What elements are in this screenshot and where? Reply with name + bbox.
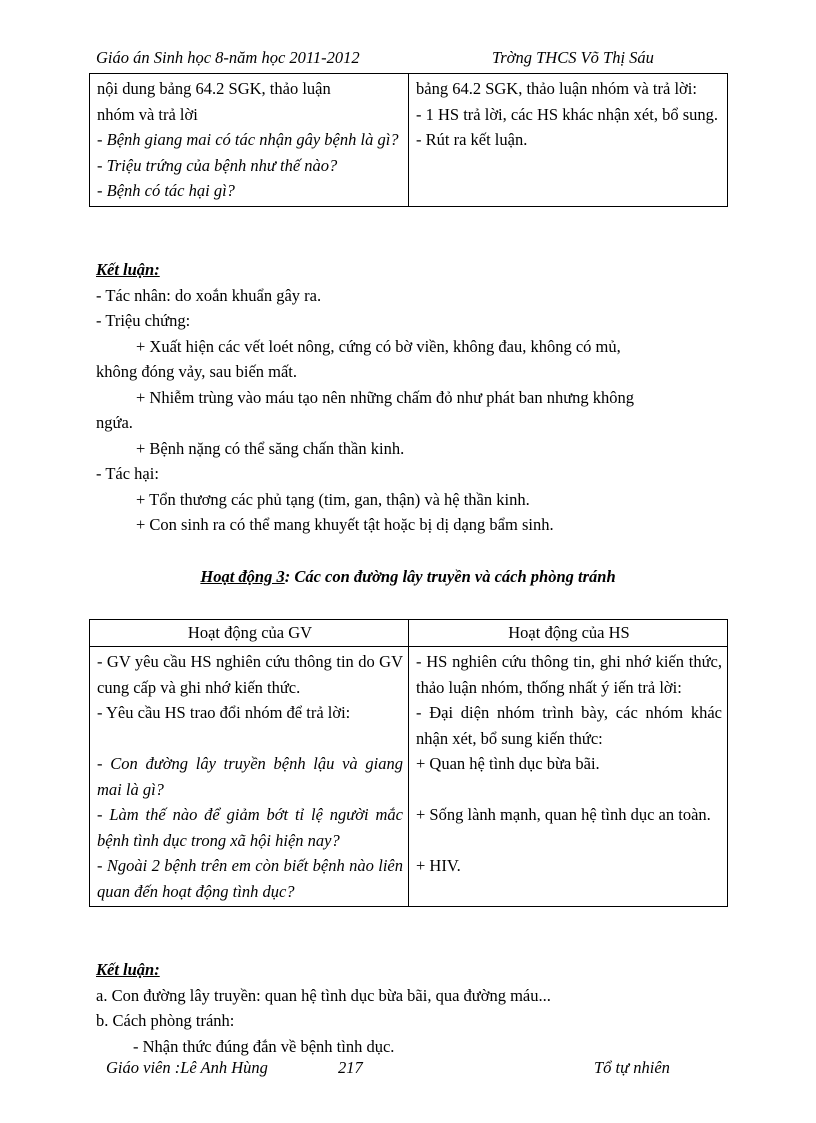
column-header-gv: Hoạt động của GV — [90, 620, 409, 647]
table-row — [90, 647, 728, 907]
conclusion-line: - Tác hại: — [96, 464, 159, 483]
hs-line: - Đại diện nhóm trình bày, các nhóm khác nhận xét, bổ sung kiến thức: — [416, 703, 722, 748]
activity2-table-continued — [89, 73, 728, 207]
hs-answer: + HIV. — [416, 856, 461, 875]
spacer — [416, 828, 722, 854]
gv-question: - Triệu trứng của bệnh như thế nào? — [97, 155, 338, 175]
activity3-table — [89, 619, 728, 907]
spacer — [416, 777, 722, 803]
gv-question: - Làm thế nào để giảm bớt tỉ lệ người mắc bệnh tình dục trong xã hội hiện nay? — [97, 805, 403, 850]
hs-line: - 1 HS trả lời, các HS khác nhận xét, bổ sung. — [416, 104, 718, 124]
footer-teacher: Giáo viên :Lê Anh Hùng — [106, 1058, 268, 1077]
conclusion-item: + Xuất hiện các vết loét nông, cứng có bờ viền, không đau, không có mủ, — [136, 336, 621, 356]
gv-question: - Bệnh giang mai có tác nhận gây bệnh là gì? — [97, 130, 399, 149]
activity3-title: : Các con đường lây truyền và cách phòng tránh — [284, 567, 616, 586]
conclusion-title: Kết luận: — [96, 260, 160, 279]
conclusion-line: a. Con đường lây truyền: quan hệ tình dục bừa bãi, qua đường máu... — [96, 985, 551, 1005]
gv-line: - Yêu cầu HS trao đổi nhóm để trả lời: — [97, 703, 351, 722]
hs-cell — [409, 647, 728, 907]
activity3-label: Hoạt động 3 — [200, 567, 285, 586]
conclusion-item: + Tổn thương các phủ tạng (tim, gan, thận) và hệ thần kinh. — [136, 489, 530, 509]
page-footer — [96, 1058, 716, 1082]
gv-question: - Con đường lây truyền bệnh lậu và giang mai là gì? — [97, 754, 403, 799]
conclusion-title: Kết luận: — [96, 960, 160, 979]
column-header-hs: Hoạt động của HS — [409, 620, 728, 647]
conclusion-item: - Nhận thức đúng đắn về bệnh tình dục. — [133, 1036, 395, 1056]
gv-line: nội dung bảng 64.2 SGK, thảo luận — [97, 79, 331, 98]
conclusion-2 — [96, 957, 720, 1059]
gv-line: nhóm và trả lời — [97, 104, 198, 124]
activity3-heading — [96, 567, 720, 587]
conclusion-line: - Triệu chứng: — [96, 311, 191, 330]
table-row — [90, 74, 728, 207]
footer-page-number: 217 — [338, 1058, 363, 1077]
conclusion-1 — [96, 257, 720, 538]
gv-cell — [90, 74, 409, 207]
conclusion-item: + Nhiễm trùng vào máu tạo nên những chấm đỏ như phát ban nhưng không — [136, 387, 635, 407]
hs-answer: + Quan hệ tình dục bừa bãi. — [416, 754, 600, 773]
footer-group: Tổ tự nhiên — [594, 1058, 670, 1077]
hs-answer: + Sống lành mạnh, quan hệ tình dục an toàn. — [416, 805, 711, 824]
spacer — [97, 726, 403, 752]
table-header-row — [90, 620, 728, 647]
conclusion-item: + Bệnh nặng có thể săng chấn thần kinh. — [136, 438, 405, 458]
header-school: Trờng THCS Võ Thị Sáu — [492, 48, 654, 67]
conclusion-item: + Con sinh ra có thể mang khuyết tật hoặc bị dị dạng bẩm sinh. — [136, 515, 554, 534]
hs-line: - Rút ra kết luận. — [416, 130, 528, 149]
gv-question: - Ngoài 2 bệnh trên em còn biết bệnh nào liên quan đến hoạt động tình dục? — [97, 856, 403, 901]
header-course: Giáo án Sinh học 8-năm học 2011-2012 — [96, 48, 360, 67]
hs-line: - HS nghiên cứu thông tin, ghi nhớ kiến thức, thảo luận nhóm, thống nhất ý iến trả lời: — [416, 652, 722, 697]
hs-cell — [409, 74, 728, 207]
page-header — [96, 48, 696, 70]
conclusion-item-continued: không đóng vảy, sau biến mất. — [96, 362, 298, 381]
hs-line: bảng 64.2 SGK, thảo luận nhóm và trả lời: — [416, 79, 697, 98]
conclusion-line: b. Cách phòng tránh: — [96, 1011, 235, 1030]
gv-cell — [90, 647, 409, 907]
conclusion-item-continued: ngứa. — [96, 413, 133, 432]
gv-line: - GV yêu cầu HS nghiên cứu thông tin do GV cung cấp và ghi nhớ kiến thức. — [97, 652, 403, 697]
conclusion-line: - Tác nhân: do xoắn khuẩn gây ra. — [96, 285, 322, 305]
gv-question: - Bệnh có tác hại gì? — [97, 181, 235, 200]
